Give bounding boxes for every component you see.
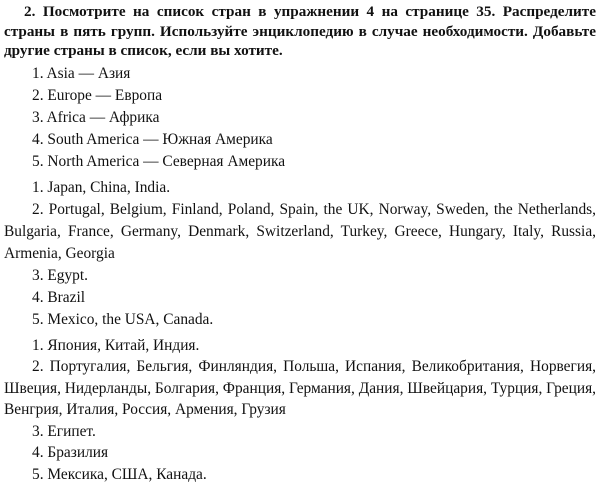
continent-item: 5. North America — Северная Америка bbox=[32, 152, 286, 170]
continent-item: 3. Africa — Африка bbox=[32, 108, 160, 126]
continents-list bbox=[4, 63, 596, 173]
answer-north-america-ru: 5. Мексика, США, Канада. bbox=[32, 466, 207, 484]
answer-asia-en: 1. Japan, China, India. bbox=[32, 178, 171, 196]
answer-africa-en: 3. Egypt. bbox=[32, 266, 89, 284]
answer-africa-ru: 3. Египет. bbox=[32, 422, 96, 440]
continent-item: 1. Asia — Азия bbox=[32, 64, 131, 82]
answers-english bbox=[4, 177, 596, 331]
answer-south-america-en: 4. Brazil bbox=[32, 288, 85, 306]
answer-asia-ru: 1. Япония, Китай, Индия. bbox=[32, 336, 200, 354]
exercise-instruction: 2. Посмотрите на список стран в упражнении 4 на странице 35. Распределите страны в пять групп. Используйте энциклопедию в случае необходимости. Добавьте другие страны в список, если вы хотите. bbox=[4, 3, 596, 59]
answer-north-america-en: 5. Mexico, the USA, Canada. bbox=[32, 310, 214, 328]
answers-russian bbox=[4, 335, 596, 486]
continent-item: 2. Europe — Европа bbox=[32, 86, 163, 104]
continent-item: 4. South America — Южная Америка bbox=[32, 130, 273, 148]
answer-europe-ru: 2. Португалия, Бельгия, Финляндия, Польша, Испания, Великобритания, Норвегия, Швеция, Нидерланды, Болгария, Франция, Германия, Дания, Швейцария, Турция, Греция, Венгрия, Италия, Россия, Армения, Грузия bbox=[4, 358, 596, 419]
answer-south-america-ru: 4. Бразилия bbox=[32, 444, 109, 462]
answer-europe-en: 2. Portugal, Belgium, Finland, Poland, Spain, the UK, Norway, Sweden, the Netherlands, Bulgaria, France, Germany, Denmark, Switzerland, Turkey, Greece, Hungary, Italy, Russia, Armenia, Georgia bbox=[4, 200, 596, 262]
